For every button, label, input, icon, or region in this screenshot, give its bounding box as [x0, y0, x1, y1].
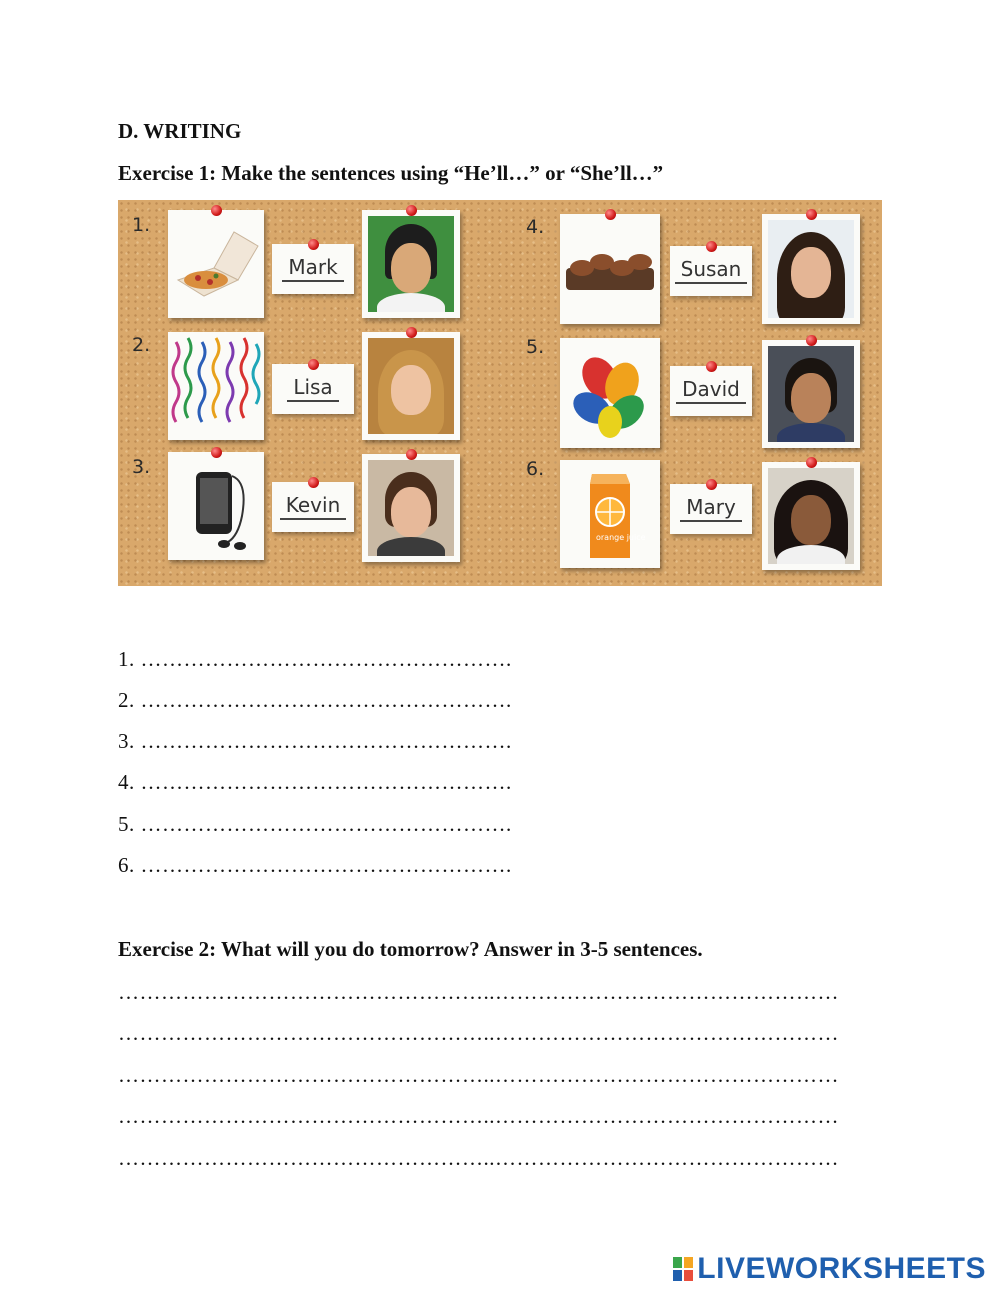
- photo-mary: [762, 462, 860, 570]
- answer-line-4[interactable]: 4. …………………………………………….: [118, 770, 512, 794]
- pin-icon: [211, 447, 222, 458]
- pin-icon: [406, 205, 417, 216]
- photo-mark: [362, 210, 460, 318]
- photo-lisa: [362, 332, 460, 440]
- name-label: Lisa: [287, 376, 338, 402]
- name-card-mary: [670, 484, 752, 534]
- pin-icon: [308, 359, 319, 370]
- answer-line-5[interactable]: 5. …………………………………………….: [118, 812, 512, 836]
- orange-juice-icon: [560, 460, 660, 568]
- muffins-icon: [560, 214, 660, 324]
- balloons-icon: [560, 338, 660, 448]
- logo-icon: [673, 1257, 693, 1281]
- answer-line-6[interactable]: 6. …………………………………………….: [118, 853, 512, 877]
- pin-icon: [308, 477, 319, 488]
- pizza-card: [168, 210, 264, 318]
- name-label: Susan: [675, 258, 748, 284]
- answer-line-1[interactable]: 1. …………………………………………….: [118, 647, 512, 671]
- name-label: Mary: [680, 496, 742, 522]
- writing-line-3[interactable]: ……………………………………………..…………………………………………: [118, 1063, 839, 1087]
- music-player-icon: [168, 452, 264, 560]
- pin-icon: [211, 205, 222, 216]
- writing-line-2[interactable]: ……………………………………………..…………………………………………: [118, 1021, 839, 1045]
- item-number-3: 3.: [132, 456, 151, 478]
- photo-susan: [762, 214, 860, 324]
- pin-icon: [806, 209, 817, 220]
- pin-icon: [706, 479, 717, 490]
- item-number-6: 6.: [526, 458, 545, 480]
- item-number-1: 1.: [132, 214, 151, 236]
- exercise1-title: Exercise 1: Make the sentences using “He’ll…” or “She’ll…”: [118, 161, 664, 185]
- pin-icon: [308, 239, 319, 250]
- music-player-card: [168, 452, 264, 560]
- item-number-5: 5.: [526, 336, 545, 358]
- name-card-david: [670, 366, 752, 416]
- pin-icon: [406, 449, 417, 460]
- balloons-card: [560, 338, 660, 448]
- item-number-4: 4.: [526, 216, 545, 238]
- pin-icon: [806, 457, 817, 468]
- name-card-kevin: [272, 482, 354, 532]
- item-number-2: 2.: [132, 334, 151, 356]
- pin-icon: [406, 327, 417, 338]
- name-card-lisa: [272, 364, 354, 414]
- orange-juice-card: [560, 460, 660, 568]
- streamers-card: [168, 332, 264, 440]
- liveworksheets-logo: [673, 1252, 986, 1286]
- pin-icon: [605, 209, 616, 220]
- writing-line-5[interactable]: ……………………………………………..…………………………………………: [118, 1146, 839, 1170]
- muffins-card: [560, 214, 660, 324]
- pizza-box-icon: [168, 210, 264, 318]
- pin-icon: [706, 361, 717, 372]
- name-card-mark: [272, 244, 354, 294]
- name-card-susan: [670, 246, 752, 296]
- streamers-icon: [168, 332, 264, 440]
- answer-line-3[interactable]: 3. …………………………………………….: [118, 729, 512, 753]
- name-label: Mark: [282, 256, 343, 282]
- answer-line-2[interactable]: 2. …………………………………………….: [118, 688, 512, 712]
- photo-kevin: [362, 454, 460, 562]
- logo-text: LIVEWORKSHEETS: [697, 1252, 986, 1285]
- cork-board: [118, 200, 882, 586]
- pin-icon: [706, 241, 717, 252]
- section-title: D. WRITING: [118, 119, 242, 143]
- name-label: Kevin: [280, 494, 347, 520]
- name-label: David: [676, 378, 746, 404]
- juice-label: orange juice: [596, 533, 646, 542]
- pin-icon: [806, 335, 817, 346]
- writing-line-1[interactable]: ……………………………………………..…………………………………………: [118, 980, 839, 1004]
- writing-line-4[interactable]: ……………………………………………..…………………………………………: [118, 1104, 839, 1128]
- exercise2-title: Exercise 2: What will you do tomorrow? Answer in 3-5 sentences.: [118, 937, 703, 961]
- photo-david: [762, 340, 860, 448]
